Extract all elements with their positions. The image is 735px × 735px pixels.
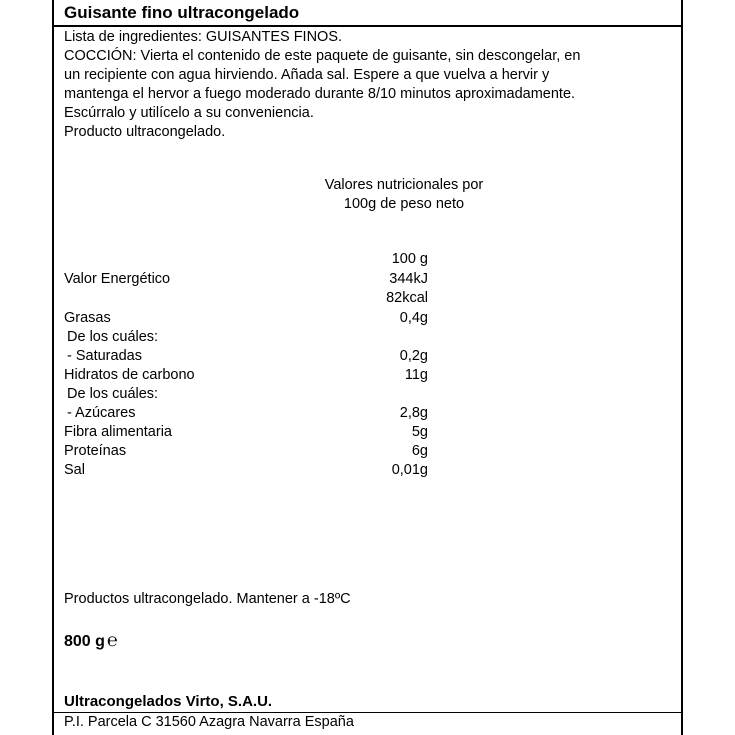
company-address: P.I. Parcela C 31560 Azagra Navarra España (64, 714, 354, 730)
nutrition-column-header: 100 g (391, 251, 428, 267)
nutrition-row-name: - Saturadas (67, 348, 142, 364)
nutrition-row-name: Proteínas (64, 443, 127, 459)
ingredients-text: Lista de ingredientes: GUISANTES FINOS. (64, 29, 343, 45)
nutrition-row-value: 0,01g (391, 462, 428, 478)
nutrition-row-name: - Azúcares (67, 405, 136, 421)
net-weight-value: 800 g (64, 633, 105, 650)
estimated-sign-icon: ℮ (106, 630, 118, 650)
nutrition-heading-line-2: 100g de peso neto (343, 196, 465, 212)
nutrition-heading-line-1: Valores nutricionales por (324, 177, 484, 193)
nutrition-row-name: De los cuáles: (67, 386, 159, 402)
cooking-line-1: COCCIÓN: Vierta el contenido de este paquete de guisante, sin descongelar, en (64, 48, 581, 64)
nutrition-row-value: 0,4g (399, 310, 428, 326)
nutrition-row-value: 11g (404, 367, 428, 383)
nutrition-row-name: Grasas (64, 310, 111, 326)
product-title: Guisante fino ultracongelado (64, 3, 300, 22)
nutrition-row-value: 82kcal (386, 290, 428, 306)
nutrition-row-value: 5g (411, 424, 428, 440)
product-label (52, 0, 683, 735)
title-divider (54, 25, 681, 27)
company-name: Ultracongelados Virto, S.A.U. (64, 693, 273, 710)
product-note: Producto ultracongelado. (64, 124, 226, 140)
storage-instructions: Productos ultracongelado. Mantener a -18ºC (64, 591, 351, 607)
nutrition-row-name: Sal (64, 462, 85, 478)
nutrition-row-name: Hidratos de carbono (64, 367, 195, 383)
nutrition-row-name: De los cuáles: (67, 329, 159, 345)
cooking-line-2: un recipiente con agua hirviendo. Añada sal. Espere a que vuelva a hervir y (64, 67, 550, 83)
cooking-line-3: mantenga el hervor a fuego moderado durante 8/10 minutos aproximadamente. (64, 86, 576, 102)
nutrition-row-name: Fibra alimentaria (64, 424, 172, 440)
net-weight (64, 629, 118, 653)
nutrition-row-value: 6g (411, 443, 428, 459)
nutrition-row-value: 2,8g (399, 405, 428, 421)
nutrition-row-value: 0,2g (399, 348, 428, 364)
nutrition-row-value: 344kJ (389, 271, 428, 287)
nutrition-row-name: Valor Energético (64, 271, 171, 287)
cooking-line-4: Escúrralo y utilícelo a su conveniencia. (64, 105, 314, 121)
